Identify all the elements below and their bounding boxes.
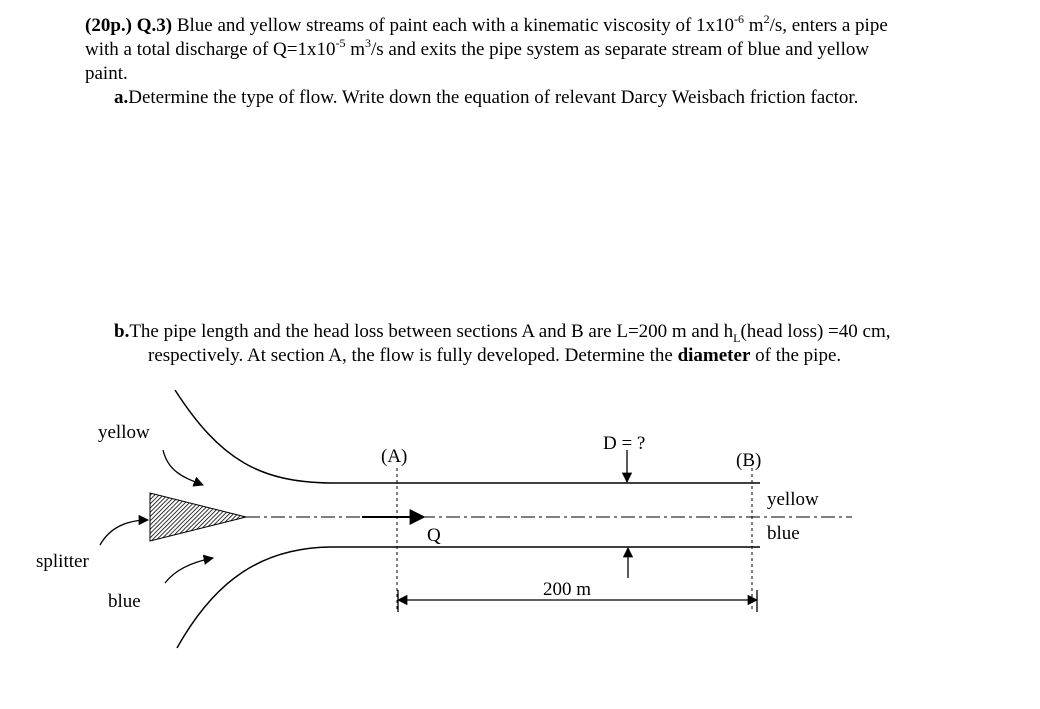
yellow-inflow-arrow — [163, 450, 203, 485]
part-b-text-1a: The pipe length and the head loss between sections A and B are L=200 m and h — [129, 321, 734, 342]
label-splitter: splitter — [36, 551, 89, 572]
part-b-text-2a: respectively. At section A, the flow is fully developed. Determine the — [148, 345, 678, 366]
question-text-2c: /s and exits the pipe system as separate stream of blue and yellow — [370, 39, 870, 60]
label-section-a: (A) — [381, 446, 408, 467]
question-text-2b: m — [345, 39, 365, 60]
question-text-2a: with a total discharge of Q=1x10 — [85, 39, 336, 60]
label-yellow-inlet: yellow — [98, 422, 150, 443]
part-a-label: a. — [114, 87, 129, 108]
question-text-1c: /s, enters a pipe — [769, 15, 888, 36]
label-section-b: (B) — [736, 450, 762, 471]
label-yellow-outlet: yellow — [767, 489, 819, 510]
viscosity-unit-exponent: 2 — [763, 11, 770, 26]
splitter-pointer-arrow — [100, 520, 148, 545]
part-b-label: b. — [114, 321, 130, 342]
question-text-1a: Blue and yellow streams of paint each with a kinematic viscosity of 1x10 — [176, 15, 735, 36]
discharge-exponent: -5 — [335, 35, 346, 50]
label-diameter: D = ? — [603, 433, 646, 454]
part-a-text: Determine the type of flow. Write down the equation of relevant Darcy Weisbach friction factor. — [128, 87, 859, 108]
question-text-1b: m — [744, 15, 764, 36]
lower-pipe-wall — [177, 547, 760, 648]
label-flow-q: Q — [427, 525, 441, 546]
blue-inflow-arrow — [165, 558, 213, 583]
upper-pipe-wall — [175, 390, 760, 483]
question-points: (20p.) — [85, 15, 132, 36]
viscosity-exponent: -6 — [734, 11, 745, 26]
part-b-text-bold: diameter — [677, 345, 751, 366]
question-line-3: paint. — [85, 63, 128, 84]
part-b-text-2b: of the pipe. — [750, 345, 842, 366]
part-b-text-1b: (head loss) =40 cm, — [740, 321, 891, 342]
discharge-unit-exponent: 3 — [364, 35, 371, 50]
splitter-wedge — [150, 493, 246, 541]
label-length: 200 m — [543, 579, 592, 600]
label-blue-inlet: blue — [108, 591, 141, 612]
label-blue-outlet: blue — [767, 523, 800, 544]
head-loss-subscript: L — [733, 330, 741, 345]
question-number: Q.3) — [136, 15, 173, 36]
